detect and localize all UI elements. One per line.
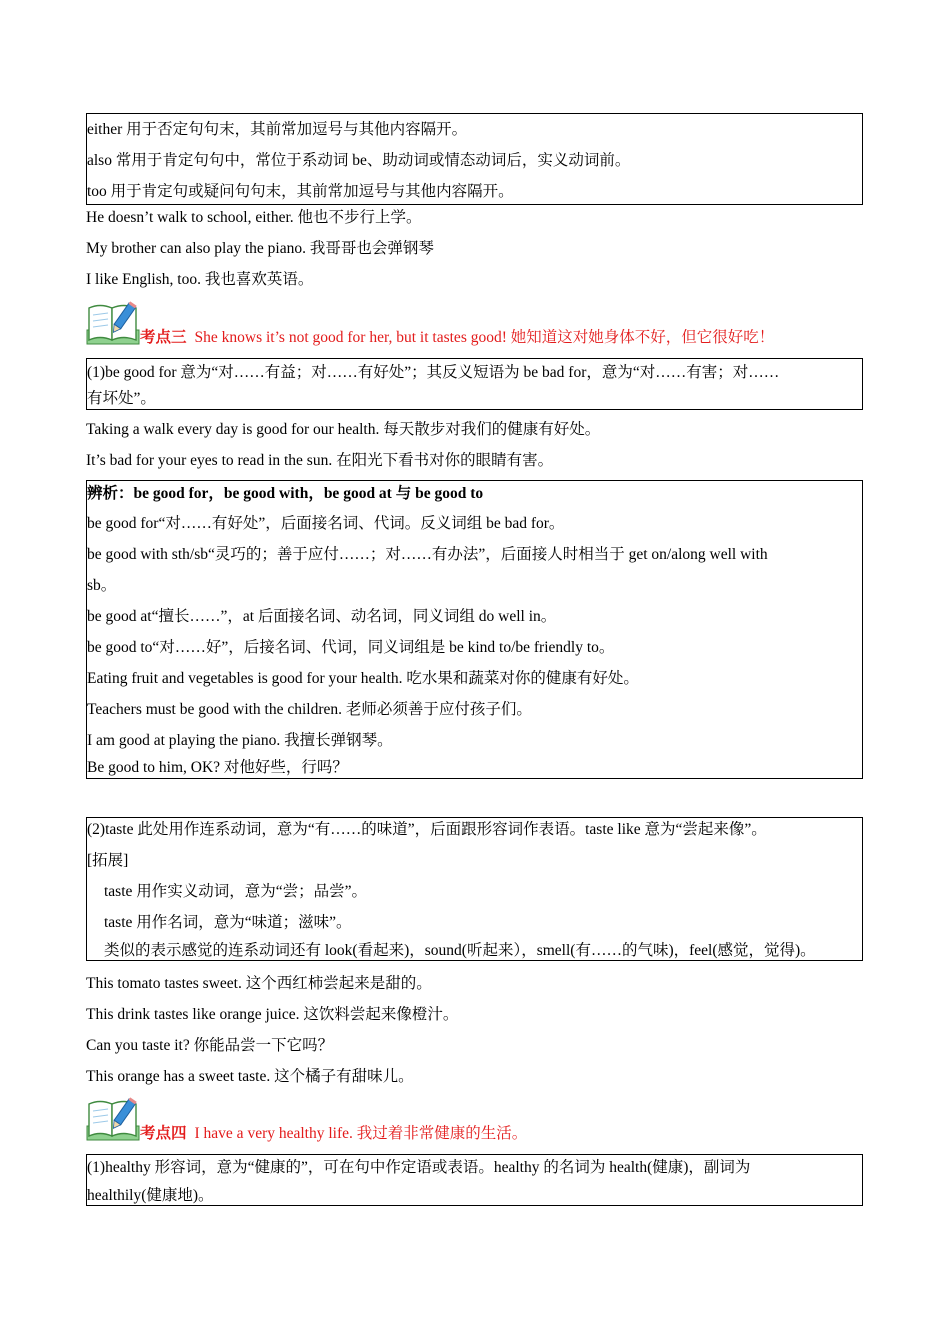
- point-3-heading: [86, 300, 866, 348]
- example-sentence: I like English, too. 我也喜欢英语。: [86, 271, 314, 288]
- taste-line: taste 用作名词，意为“味道；滋味”。: [104, 914, 352, 931]
- open-book-pencil-icon: [86, 1096, 140, 1142]
- discrimination-title: 辨析：be good for，be good with，be good at 与 be good to: [87, 485, 484, 502]
- usage-line: too 用于肯定句或疑问句句末，其前常加逗号与其他内容隔开。: [87, 183, 514, 200]
- example-sentence: Taking a walk every day is good for our health. 每天散步对我们的健康有好处。: [86, 421, 601, 438]
- point-4-label: 考点四: [140, 1125, 187, 1142]
- taste-line: taste 用作实义动词，意为“尝；品尝”。: [104, 883, 368, 900]
- healthy-box: [86, 1154, 863, 1206]
- discrimination-line: be good at“擅长……”，at 后面接名词、动名词，同义词组 do well in。: [87, 608, 557, 625]
- point-4-sentence: I have a very healthy life. 我过着非常健康的生活。: [194, 1125, 528, 1142]
- explanation-line: 有坏处”。: [87, 390, 156, 407]
- usage-line: also 常用于肯定句句中，常位于系动词 be、助动词或情态动词后，实义动词前。: [87, 152, 631, 169]
- example-sentence: He doesn’t walk to school, either. 他也不步行上学。: [86, 209, 422, 226]
- discrimination-line: Eating fruit and vegetables is good for your health. 吃水果和蔬菜对你的健康有好处。: [87, 670, 639, 687]
- taste-line: [拓展]: [87, 852, 129, 869]
- usage-box-either-also-too: [86, 113, 863, 205]
- example-sentence: This tomato tastes sweet. 这个西红柿尝起来是甜的。: [86, 975, 432, 992]
- be-good-for-box: [86, 358, 863, 410]
- discrimination-line: I am good at playing the piano. 我擅长弹钢琴。: [87, 732, 393, 749]
- point-3-sentence: She knows it’s not good for her, but it tastes good! 她知道这对她身体不好，但它很好吃！: [194, 329, 775, 346]
- discrimination-line: be good to“对……好”，后接名词、代词，同义词组是 be kind to/be friendly to。: [87, 639, 615, 656]
- discrimination-line: Teachers must be good with the children. 老师必须善于应付孩子们。: [87, 701, 532, 718]
- taste-line: (2)taste 此处用作连系动词，意为“有……的味道”，后面跟形容词作表语。taste like 意为“尝起来像”。: [87, 821, 767, 838]
- discrimination-box: [86, 480, 863, 779]
- discrimination-line: Be good to him, OK? 对他好些，行吗？: [87, 759, 348, 776]
- point-3-label: 考点三: [140, 329, 187, 346]
- example-sentence: This orange has a sweet taste. 这个橘子有甜味儿。: [86, 1068, 414, 1085]
- example-sentence: Can you taste it? 你能品尝一下它吗？: [86, 1037, 334, 1054]
- point-4-heading: [86, 1096, 866, 1144]
- example-sentence: This drink tastes like orange juice. 这饮料尝起来像橙汁。: [86, 1006, 459, 1023]
- healthy-line: (1)healthy 形容词，意为“健康的”，可在句中作定语或表语。healthy 的名词为 health(健康)，副词为: [87, 1159, 751, 1176]
- usage-line: either 用于否定句句末，其前常加逗号与其他内容隔开。: [87, 121, 468, 138]
- point-3-title: [140, 325, 774, 347]
- taste-box: [86, 817, 863, 961]
- taste-line: 类似的表示感觉的连系动词还有 look(看起来)，sound(听起来），smell(有……的气味)，feel(感觉，觉得)。: [104, 942, 816, 959]
- healthy-line: healthily(健康地)。: [87, 1187, 214, 1204]
- open-book-pencil-icon: [86, 300, 140, 346]
- point-4-title: [140, 1121, 527, 1143]
- example-sentence: It’s bad for your eyes to read in the sun. 在阳光下看书对你的眼睛有害。: [86, 452, 554, 469]
- discrimination-line: be good with sth/sb“灵巧的；善于应付……；对……有办法”，后面接人时相当于 get on/along well with: [87, 546, 768, 563]
- discrimination-line: be good for“对……有好处”，后面接名词、代词。反义词组 be bad for。: [87, 515, 565, 532]
- explanation-line: (1)be good for 意为“对……有益；对……有好处”；其反义短语为 be bad for，意为“对……有害；对……: [87, 364, 780, 381]
- example-sentence: My brother can also play the piano. 我哥哥也会弹钢琴: [86, 240, 434, 257]
- discrimination-line: sb。: [87, 577, 117, 594]
